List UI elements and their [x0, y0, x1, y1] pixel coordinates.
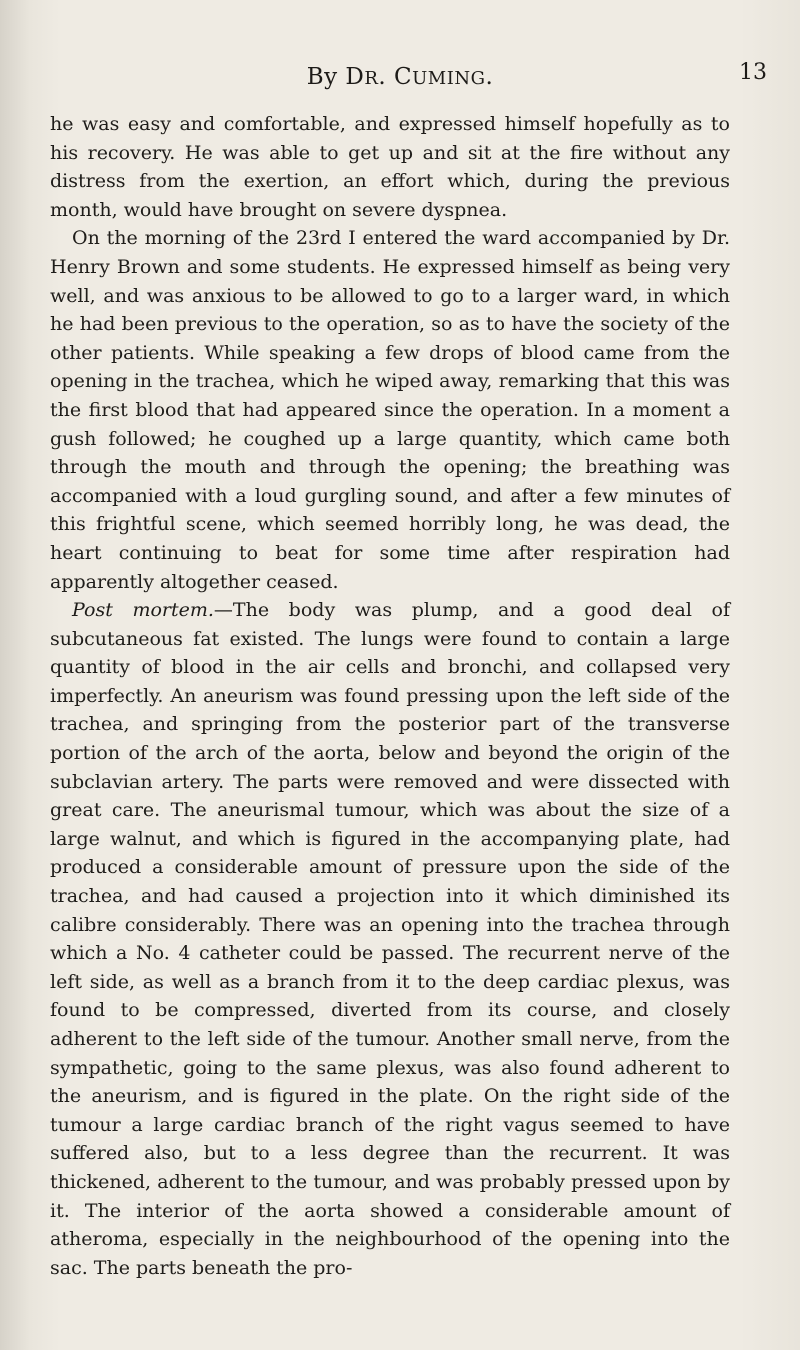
paragraph-continuation: he was easy and comfortable, and expressed himself hopefully as to his recovery. He was able to get up and sit at the fire without any distress from the exertion, an effort which, during the previous month, would have brought on severe dyspnea. — [50, 113, 730, 221]
paragraph-post-mortem — [50, 596, 730, 1282]
running-head-smallcaps-1: R — [364, 68, 379, 89]
running-head-suffix: . — [485, 64, 494, 90]
body-text — [50, 110, 730, 1282]
page-header — [0, 60, 800, 104]
paragraph-morning-of-23rd: On the morning of the 23rd I entered the ward accompanied by Dr. Henry Brown and some students. He expressed himself as being very well, and was anxious to be allowed to go to a larger ward, in which he had been previous to the operation, so as to have the society of the other patients. While speaking a few drops of blood came from the opening in the trachea, which he wiped away, remarking that this was the first blood that had appeared since the operation. In a moment a gush followed; he coughed up a large quantity, which came both through the mouth and through the opening; the breathing was accompanied with a loud gurgling sound, and after a few minutes of this frightful scene, which seemed horribly long, he was dead, the heart continuing to beat for some time after respiration had apparently altogether ceased. — [50, 227, 730, 593]
running-head — [0, 64, 800, 90]
running-head-mid: . C — [378, 64, 413, 90]
post-mortem-label: Post mortem. — [72, 599, 214, 622]
post-mortem-text: —The body was plump, and a good deal of subcutaneous fat existed. The lungs were found to contain a large quantity of blood in the air cells and bronchi, and collapsed very imperfectly. An aneurism was found pressing upon the left side of the trachea, and springing from the posterior part of the transverse portion of the arch of the aorta, below and beyond the origin of the subclavian artery. The parts were removed and were dissected with great care. The aneurismal tumour, which was about the size of a large walnut, and which is figured in the accompanying plate, had produced a considerable amount of pressure upon the side of the trachea, and had caused a projection into it which diminished its calibre considerably. There was an opening into the trachea through which a No. 4 catheter could be passed. The recurrent nerve of the left side, as well as a branch from it to the deep cardiac plexus, was found to be compressed, diverted from its course, and closely adherent to the left side of the tumour. Another small nerve, from the sympathetic, going to the same plexus, was also found adherent to the aneurism, and is figured in the plate. On the right side of the tumour a large cardiac branch of the right vagus seemed to have suffered also, but to a less degree than the recurrent. It was thickened, adherent to the tumour, and was probably pressed upon by it. The interior of the aorta showed a considerable amount of atheroma, especially in the neighbourhood of the opening into the sac. The parts beneath the pro- — [50, 599, 730, 1279]
running-head-prefix: By D — [306, 64, 365, 90]
page-number: 13 — [739, 60, 767, 85]
running-head-smallcaps-2: UMING — [412, 68, 486, 89]
